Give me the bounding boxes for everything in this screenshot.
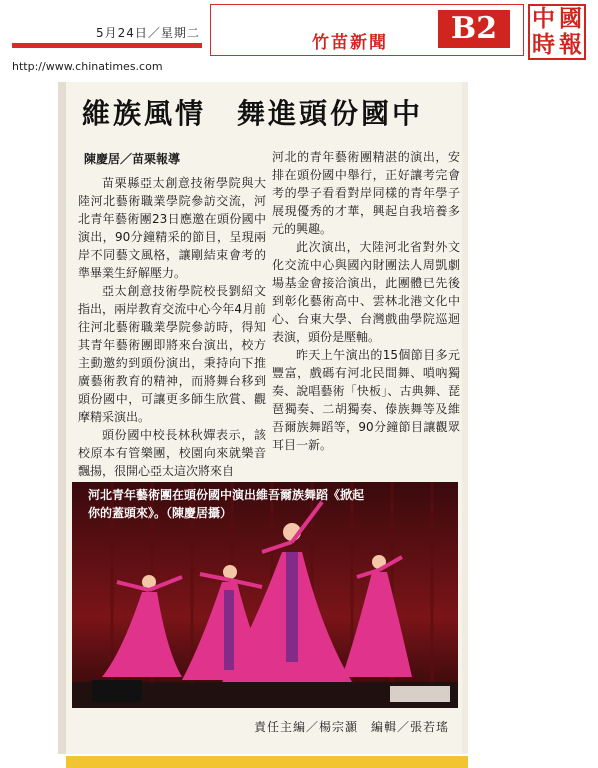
logo-char: 國 [559,5,582,32]
editor-credit: 責任主編／楊宗灝 編輯／張若瑤 [254,720,450,734]
paragraph: 此次演出，大陸河北省對外文化交流中心與國內財團法人周凱劇場基金會接洽演出，此團體已先後到彰化藝術高中、雲林北港文化中心、台東大學、台灣戲曲學院巡迴表演，頭份是壓軸。 [272,240,460,344]
paragraph: 苗栗縣亞太創意技術學院與大陸河北藝術職業學院參訪交流，河北青年藝術團23日應邀在頭份國中演出，90分鐘精采的節目，呈現兩岸不同藝文風格，讓剛結束會考的準畢業生紓解壓力。 [78,176,266,280]
paragraph: 頭份國中校長林秋嬋表示，該校原本有管樂團，校園向來就樂音飄揚，很開心亞太這次將來自 [78,428,266,478]
logo-char: 中 [532,5,555,32]
header-rule [12,43,202,48]
paragraph: 河北的青年藝術團精湛的演出，安排在頭份國中舉行，正好讓考完會考的學子看看對岸同樣的青年學子展現優秀的才華，興起自我培養多元的興趣。 [272,150,460,236]
page-number-badge: B2 [438,10,510,48]
footer-bar [66,756,468,768]
logo-char: 報 [559,31,582,58]
source-url: http://www.chinatimes.com [12,60,163,73]
paragraph: 亞太創意技術學院校長劉紹文指出，兩岸教育交流中心今年4月前往河北藝術職業學院參訪時，得知其青年藝術團即將來台演出，校方主動邀約到頭份演出，秉持向下推廣藝術教育的精神，而將舞台移到頭份國中，可讓更多師生欣賞、觀摩精采演出。 [78,284,266,424]
logo-char: 時 [532,31,555,58]
photo-caption: 河北青年藝術團在頭份國中演出維吾爾族舞蹈《掀起你的蓋頭來》。（陳慶居攝） [88,488,365,520]
issue-date: 5月24日／星期二 [96,26,200,40]
article-column-1 [78,174,266,480]
clipping-shadow [58,82,66,754]
section-name: 竹苗新聞 [312,33,388,53]
newspaper-logo [528,4,586,60]
paragraph: 昨天上午演出的15個節目多元豐富，戲碼有河北民間舞、嗩吶獨奏、說唱藝術「快板」、古典舞、琵琶獨奏、二胡獨奏、傣族舞等及維吾爾族舞蹈等，90分鐘節目讓觀眾耳目一新。 [272,348,460,452]
article-headline: 維族風情 舞進頭份國中 [82,97,424,130]
article-byline: 陳慶居／苗栗報導 [84,152,181,166]
article-column-2 [272,148,460,454]
clipping-edge [462,82,468,754]
